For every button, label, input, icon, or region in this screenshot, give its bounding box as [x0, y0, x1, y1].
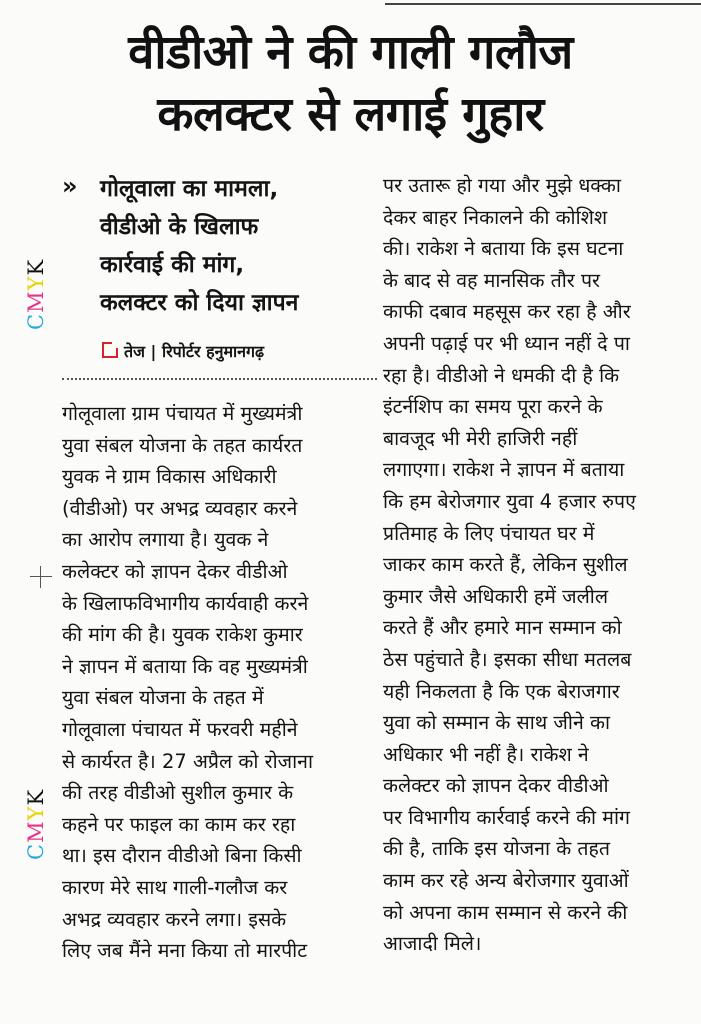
article-line: ने ज्ञापन में बताया कि वह मुख्यमंत्री — [62, 654, 308, 678]
registration-crosshair-icon — [30, 566, 52, 588]
article-line: अभद्र व्यवहार करने लगा। इसके — [62, 907, 287, 931]
deck-lines — [100, 170, 298, 322]
article-line: को अपना काम सम्मान से करने की — [383, 900, 628, 924]
deck-line: कलक्टर को दिया ज्ञापन — [100, 290, 299, 316]
article-line: कलेक्टर को ज्ञापन देकर वीडीओ — [62, 559, 288, 583]
article-line: लगाएगा। राकेश ने ज्ञापन में बताया — [383, 458, 625, 482]
tej-logo-icon — [102, 342, 118, 358]
article-line: युवा को सम्मान के साथ जीने का — [383, 711, 611, 735]
deck-line: गोलूवाला का मामला, — [100, 176, 279, 202]
article-line: बावजूद भी मेरी हाजिरी नहीं — [383, 426, 578, 450]
article-line: की है, ताकि इस योजना के तहत — [383, 837, 610, 861]
article-line: (वीडीओ) पर अभद्र व्यवहार करने — [62, 496, 298, 520]
byline-text: तेज | रिपोर्टर हनुमानगढ़ — [124, 342, 265, 361]
article-line: युवा संबल योजना के तहत में — [62, 686, 264, 710]
dotted-divider — [62, 378, 377, 380]
cmyk-y: Y — [24, 805, 48, 821]
article-line: था। इस दौरान वीडीओ बिना किसी — [62, 844, 302, 868]
article-line: के बाद से वह मानसिक तौर पर — [383, 268, 601, 292]
article-line: अपनी पढ़ाई पर भी ध्यान नहीं दे पा — [383, 331, 630, 355]
article-line: देकर बाहर निकालने की कोशिश — [383, 205, 608, 229]
article-line: से कार्यरत है। 27 अप्रैल को रोजाना — [62, 749, 314, 773]
article-column-2 — [383, 170, 695, 960]
byline — [102, 340, 264, 362]
cmyk-c: C — [24, 312, 48, 330]
article-line: के खिलाफविभागीय कार्यवाही करने — [62, 591, 309, 615]
article-line: करते हैं और हमारे मान सम्मान को — [383, 616, 622, 640]
article-line: जाकर काम करते हैं, लेकिन सुशील — [383, 553, 628, 577]
article-line: कारण मेरे साथ गाली-गलौज कर — [62, 875, 288, 899]
article-line: गोलूवाला पंचायत में फरवरी महीने — [62, 717, 298, 741]
article-line: लिए जब मैंने मना किया तो मारपीट — [62, 939, 308, 963]
article-line: युवक ने ग्राम विकास अधिकारी — [62, 465, 277, 489]
article-line: ठेस पहुंचाते है। इसका सीधा मतलब — [383, 647, 632, 671]
article-line: अधिकार भी नहीं है। राकेश ने — [383, 742, 589, 766]
cmyk-m: M — [24, 820, 48, 843]
article-line: काम कर रहे अन्य बेरोजगार युवाओं — [383, 869, 629, 893]
cmyk-k: K — [24, 788, 48, 806]
article-column-1 — [62, 398, 378, 967]
article-line: प्रतिमाह के लिए पंचायत घर में — [383, 521, 595, 545]
article-line: कहने पर फाइल का काम कर रहा — [62, 812, 296, 836]
article-line: कलेक्टर को ज्ञापन देकर वीडीओ — [383, 774, 609, 798]
article-line: की तरह वीडीओ सुशील कुमार के — [62, 781, 294, 805]
headline-line-1: वीडीओ ने की गाली गलौज — [128, 25, 573, 80]
cmyk-m: M — [24, 290, 48, 313]
cmyk-y: Y — [24, 275, 48, 291]
article-line: कुमार जैसे अधिकारी हमें जलील — [383, 584, 609, 608]
deck-line: कार्रवाई की मांग, — [100, 252, 245, 278]
article-line: युवा संबल योजना के तहत कार्यरत — [62, 433, 303, 457]
article-line: गोलूवाला ग्राम पंचायत में मुख्यमंत्री — [62, 402, 303, 425]
headline — [0, 22, 701, 146]
article-line: का आरोप लगाया है। युवक ने — [62, 528, 269, 552]
top-rule — [385, 3, 701, 5]
article-line: कि हम बेरोजगार युवा 4 हजार रुपए — [383, 489, 636, 513]
cmyk-registration-mark-bottom — [24, 788, 48, 860]
article-line: पर उतारू हो गया और मुझे धक्का — [383, 174, 621, 197]
article-line: काफी दबाव महसूस कर रहा है और — [383, 300, 631, 324]
article-line: रहा है। वीडीओ ने धमकी दी है कि — [383, 363, 620, 387]
cmyk-c: C — [24, 842, 48, 860]
cmyk-registration-mark-top — [24, 258, 48, 330]
article-line: की। राकेश ने बताया कि इस घटना — [383, 237, 624, 261]
article-line: इंटर्नशिप का समय पूरा करने के — [383, 395, 603, 419]
article-line: आजादी मिले। — [383, 932, 482, 956]
deck-line: वीडीओ के खिलाफ — [100, 214, 259, 240]
cmyk-k: K — [24, 258, 48, 276]
article-line: की मांग की है। युवक राकेश कुमार — [62, 623, 303, 647]
article-line: यही निकलता है कि एक बेराजगार — [383, 679, 620, 703]
article-line: पर विभागीय कार्रवाई करने की मांग — [383, 805, 630, 829]
headline-line-2: कलक्टर से लगाई गुहार — [157, 87, 544, 142]
double-chevron-icon: » — [62, 172, 78, 200]
